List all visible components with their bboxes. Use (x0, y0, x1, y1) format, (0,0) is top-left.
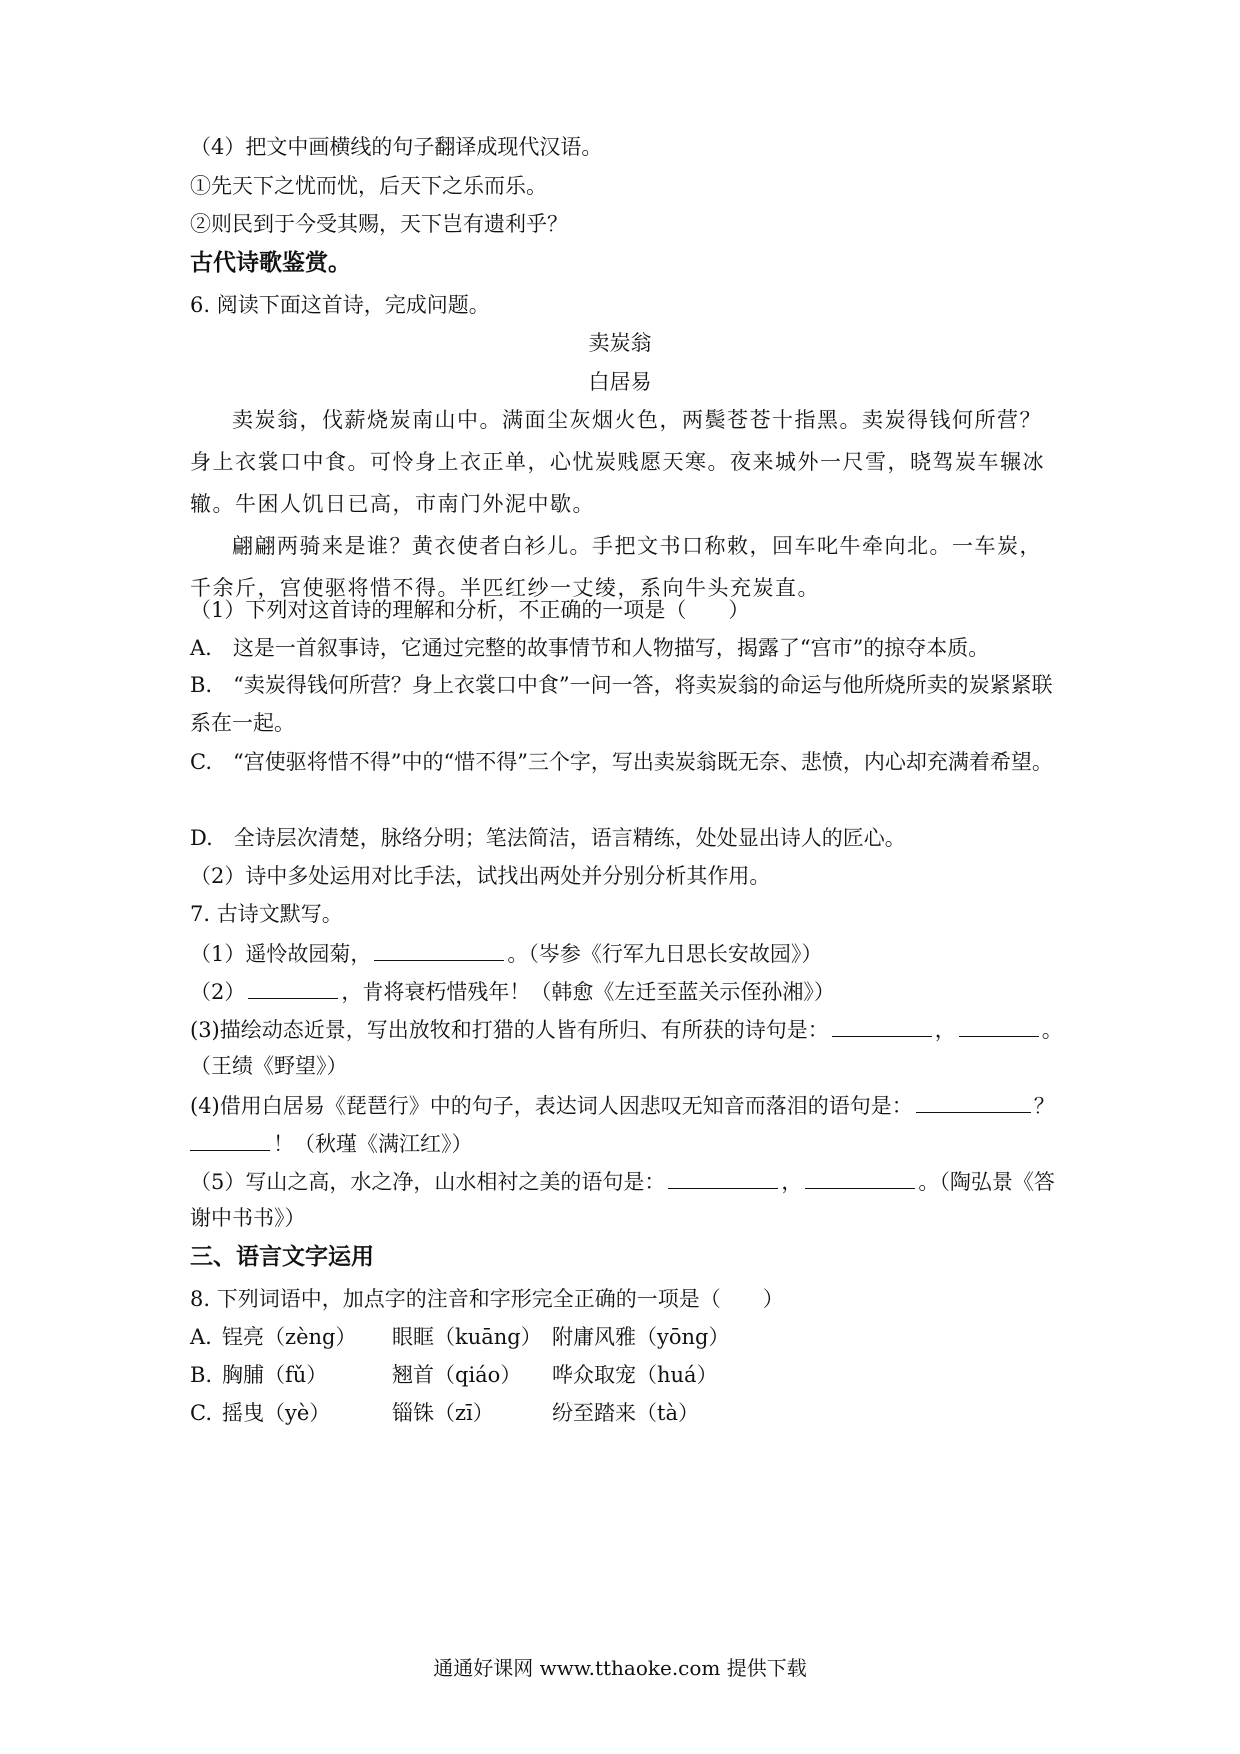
q8-stem: 8. 下列词语中，加点字的注音和字形完全正确的一项是（ ） (190, 1287, 784, 1311)
q5-4-sentence-2: ②则民到于今受其赐，天下岂有遗利乎？ (190, 212, 568, 236)
q6-option-d: D. 全诗层次清楚，脉络分明；笔法简洁，语言精练，处处显出诗人的匠心。 (190, 826, 906, 850)
answer-blank[interactable] (916, 1090, 1031, 1113)
poem-paragraph-1: 卖炭翁，伐薪烧炭南山中。满面尘灰烟火色，两鬓苍苍十指黑。卖炭得钱何所营？身上衣裳口中食。可怜身上衣正单，心忧炭贱愿天寒。夜来城外一尺雪，晓驾炭车辗冰辙。牛困人饥日已高，市南门外泥中歇。 (190, 408, 1045, 516)
poem-title: 卖炭翁 (588, 331, 652, 355)
q7-item-4: (4)借用白居易《琵琶行》中的句子，表达词人因悲叹无知音而落泪的语句是： ？ (190, 1090, 1060, 1120)
q6-sub1: （1）下列对这首诗的理解和分析，不正确的一项是（ ） (190, 598, 750, 622)
q6-sub2: （2）诗中多处运用对比手法，试找出两处并分别分析其作用。 (190, 864, 771, 888)
q6-option-b: B. “卖炭得钱何所营？身上衣裳口中食”一问一答，将卖炭翁的命运与他所烧所卖的炭紧紧联系在一起。 (190, 673, 1053, 735)
q8-option-a: A. 锃亮（zèng） 眼眶（kuāng） 附庸风雅（yōng） (190, 1325, 730, 1349)
answer-blank[interactable] (959, 1014, 1039, 1037)
answer-blank[interactable] (832, 1014, 932, 1037)
page-footer: 通通好课网 www.tthaoke.com 提供下载 (433, 1656, 807, 1680)
q5-4-prompt: （4）把文中画横线的句子翻译成现代汉语。 (190, 135, 603, 159)
poem-author: 白居易 (588, 370, 652, 394)
q7-item-5: （5）写山之高，水之净，山水相衬之美的语句是： ， 。（陶弘景《答 (190, 1166, 1060, 1196)
q6-option-c: C. “宫使驱将惜不得”中的“惜不得”三个字，写出卖炭翁既无奈、悲愤，内心却充满着希望。 (190, 750, 1053, 774)
answer-blank[interactable] (668, 1166, 778, 1189)
answer-blank[interactable] (248, 976, 338, 999)
q6-option-a: A. 这是一首叙事诗，它通过完整的故事情节和人物描写，揭露了“宫市”的掠夺本质。 (190, 636, 990, 660)
section-heading-language: 三、语言文字运用 (190, 1244, 374, 1270)
q8-option-b: B. 胸脯（fǔ） 翘首（qiáo） 哗众取宠（huá） (190, 1363, 718, 1387)
q6-stem: 6. 阅读下面这首诗，完成问题。 (190, 293, 490, 317)
q7-item-4-cont: ！（秋瑾《满江红》） (190, 1128, 1060, 1158)
answer-blank[interactable] (805, 1166, 915, 1189)
q7-item-5-cont: 谢中书书》） (190, 1206, 306, 1230)
q7-item-1: （1）遥怜故园菊， 。（岑参《行军九日思长安故园》） (190, 938, 1060, 968)
poem-paragraph-2: 翩翩两骑来是谁？黄衣使者白衫儿。手把文书口称敕，回车叱牛牵向北。一车炭，千余斤，宫使驱将惜不得。半匹红纱一丈绫，系向牛头充炭直。 (190, 534, 1042, 600)
q7-item-2: （2） ，肯将衰朽惜残年！（韩愈《左迁至蓝关示侄孙湘》） (190, 976, 1060, 1006)
answer-blank[interactable] (190, 1128, 270, 1151)
section-heading-poetry: 古代诗歌鉴赏。 (190, 250, 351, 276)
q8-option-c: C. 摇曳（yè） 锱铢（zī） 纷至踏来（tà） (190, 1401, 699, 1425)
q7-item-3: (3)描绘动态近景，写出放牧和打猎的人皆有所归、有所获的诗句是： ， 。 (190, 1014, 1060, 1044)
q7-item-3-source: （王绩《野望》） (190, 1054, 348, 1078)
q5-4-sentence-1: ①先天下之忧而忧，后天下之乐而乐。 (190, 174, 547, 198)
answer-blank[interactable] (374, 938, 504, 961)
q7-stem: 7. 古诗文默写。 (190, 902, 343, 926)
poem-body (190, 399, 1060, 609)
